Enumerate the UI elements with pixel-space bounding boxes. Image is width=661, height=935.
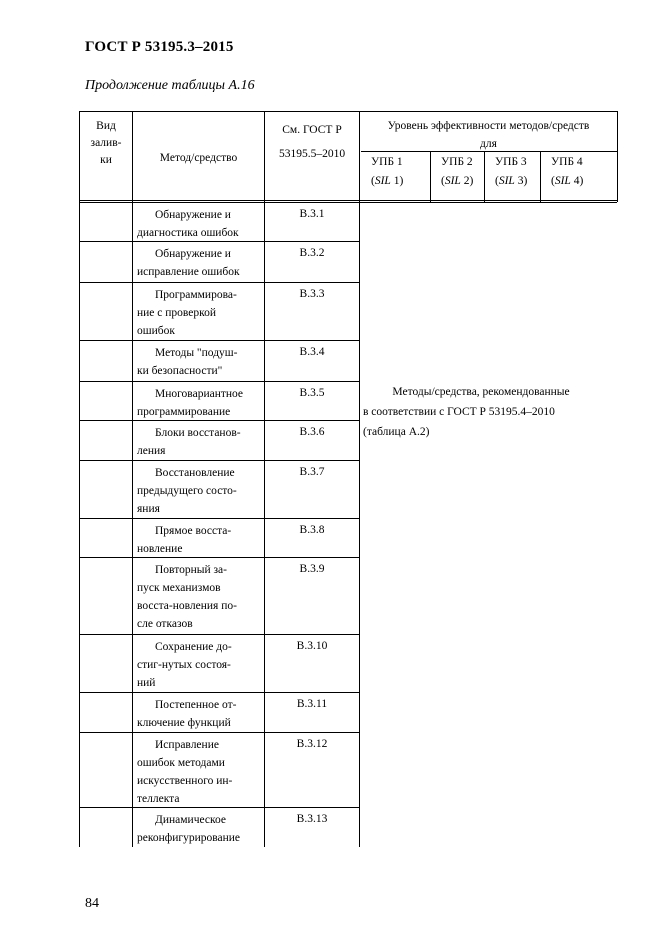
header-bottom-border bbox=[79, 200, 617, 201]
row-divider bbox=[79, 732, 360, 733]
ref-header-line: См. ГОСТ Р bbox=[282, 124, 342, 136]
sil-label: (SIL 1) bbox=[371, 175, 404, 187]
type-col-divider bbox=[132, 111, 133, 847]
method-cell bbox=[137, 736, 261, 808]
sil-level-header bbox=[441, 153, 484, 191]
type-header-line: залив- bbox=[90, 137, 122, 149]
reference-cell: В.3.2 bbox=[299, 247, 325, 259]
method-cell bbox=[137, 811, 261, 847]
method-line: Многовариантное bbox=[155, 388, 244, 400]
method-line: Блоки восстанов- bbox=[155, 427, 241, 439]
method-line: Исправление bbox=[155, 739, 219, 751]
row-divider bbox=[79, 692, 360, 693]
note-line: в соответствии с ГОСТ Р 53195.4–2010 bbox=[363, 406, 555, 418]
method-cell bbox=[137, 638, 261, 692]
method-cell bbox=[137, 696, 261, 732]
method-line: ошибок методами bbox=[137, 757, 225, 769]
method-cell bbox=[137, 561, 261, 633]
sil-divider-3 bbox=[540, 151, 541, 202]
method-line: Обнаружение и bbox=[155, 248, 231, 260]
recommended-methods-note bbox=[361, 382, 601, 442]
method-line: диагностика ошибок bbox=[137, 227, 239, 239]
method-line: Прямое восста- bbox=[155, 525, 232, 537]
reference-cell: В.3.8 bbox=[299, 524, 325, 536]
method-cell bbox=[137, 344, 261, 380]
ref-col-divider bbox=[359, 111, 360, 847]
method-column-header: Метод/средство bbox=[159, 152, 238, 164]
method-line: ки безопасности" bbox=[137, 365, 223, 377]
row-divider bbox=[79, 460, 360, 461]
sil-divider-2 bbox=[484, 151, 485, 202]
note-line: (таблица А.2) bbox=[363, 426, 430, 438]
method-line: Методы "подуш- bbox=[155, 347, 238, 359]
reference-cell: В.3.11 bbox=[296, 698, 328, 710]
method-cell bbox=[137, 385, 261, 421]
row-divider bbox=[79, 420, 360, 421]
method-cell bbox=[137, 245, 261, 281]
row-divider bbox=[79, 282, 360, 283]
upb-label: УПБ 4 bbox=[551, 156, 583, 168]
row-divider bbox=[79, 340, 360, 341]
type-header-line: Вид bbox=[96, 120, 116, 132]
reference-cell: В.3.6 bbox=[299, 426, 325, 438]
continuation-title: Продолжение таблицы А.16 bbox=[85, 78, 255, 93]
sil-label: (SIL 4) bbox=[551, 175, 584, 187]
ref-header-line: 53195.5–2010 bbox=[278, 148, 346, 160]
method-line: Программирова- bbox=[155, 289, 237, 301]
method-line: теллекта bbox=[137, 793, 180, 805]
method-cell bbox=[137, 286, 261, 340]
method-line: исправление ошибок bbox=[137, 266, 240, 278]
method-line: ошибок bbox=[137, 325, 175, 337]
reference-cell: В.3.9 bbox=[299, 563, 325, 575]
left-border bbox=[79, 111, 80, 847]
method-line: ления bbox=[137, 445, 166, 457]
page-number: 84 bbox=[85, 896, 99, 911]
sil-level-header bbox=[551, 153, 617, 191]
row-divider bbox=[79, 807, 360, 808]
reference-cell: В.3.5 bbox=[299, 387, 325, 399]
row-divider bbox=[79, 634, 360, 635]
doc-title: ГОСТ Р 53195.3–2015 bbox=[85, 39, 234, 55]
ref-column-header bbox=[265, 118, 359, 166]
method-line: ний bbox=[137, 677, 156, 689]
method-line: стиг-нутых состоя- bbox=[137, 659, 231, 671]
method-cell bbox=[137, 464, 261, 518]
row-divider bbox=[79, 557, 360, 558]
type-column-header bbox=[80, 118, 132, 169]
method-line: Восстановление bbox=[155, 467, 235, 479]
method-line: предыдущего состо- bbox=[137, 485, 237, 497]
row-divider bbox=[79, 518, 360, 519]
table-top-border bbox=[79, 111, 617, 112]
method-line: ние с проверкой bbox=[137, 307, 217, 319]
method-line: яния bbox=[137, 503, 160, 515]
method-cell bbox=[137, 206, 261, 242]
upb-label: УПБ 3 bbox=[495, 156, 527, 168]
row-divider bbox=[79, 241, 360, 242]
sil-level-header bbox=[495, 153, 540, 191]
reference-cell: В.3.13 bbox=[296, 813, 328, 825]
method-line: реконфигурирование bbox=[137, 832, 241, 844]
right-border bbox=[617, 111, 618, 202]
method-line: пуск механизмов bbox=[137, 582, 221, 594]
level-header-line: для bbox=[480, 138, 497, 150]
header-bottom-border-2 bbox=[79, 202, 617, 203]
row-divider bbox=[79, 381, 360, 382]
method-line: ключение функций bbox=[137, 717, 231, 729]
method-line: восста-новления по- bbox=[137, 600, 237, 612]
method-line: Динамическое bbox=[155, 814, 226, 826]
method-line: искусственного ин- bbox=[137, 775, 233, 787]
method-line: новление bbox=[137, 543, 183, 555]
upb-label: УПБ 1 bbox=[371, 156, 403, 168]
reference-cell: В.3.3 bbox=[299, 288, 325, 300]
upb-label: УПБ 2 bbox=[441, 156, 473, 168]
method-cell bbox=[137, 424, 261, 460]
level-column-header bbox=[360, 118, 617, 153]
method-line: сле отказов bbox=[137, 618, 193, 630]
sil-divider-1 bbox=[430, 151, 431, 202]
sil-label: (SIL 2) bbox=[441, 175, 474, 187]
level-header-line: Уровень эффективности методов/средств bbox=[387, 120, 590, 132]
sil-label: (SIL 3) bbox=[495, 175, 528, 187]
note-line: Методы/средства, рекомендованные bbox=[392, 386, 570, 398]
reference-cell: В.3.4 bbox=[299, 346, 325, 358]
reference-cell: В.3.7 bbox=[299, 466, 325, 478]
method-line: Обнаружение и bbox=[155, 209, 231, 221]
method-line: Сохранение до- bbox=[155, 641, 232, 653]
sil-level-header bbox=[371, 153, 430, 191]
method-cell bbox=[137, 522, 261, 558]
method-line: программирование bbox=[137, 406, 231, 418]
reference-cell: В.3.10 bbox=[296, 640, 328, 652]
method-line: Постепенное от- bbox=[155, 699, 237, 711]
reference-cell: В.3.12 bbox=[296, 738, 328, 750]
type-header-line: ки bbox=[100, 154, 112, 166]
reference-cell: В.3.1 bbox=[299, 208, 325, 220]
method-line: Повторный за- bbox=[155, 564, 227, 576]
